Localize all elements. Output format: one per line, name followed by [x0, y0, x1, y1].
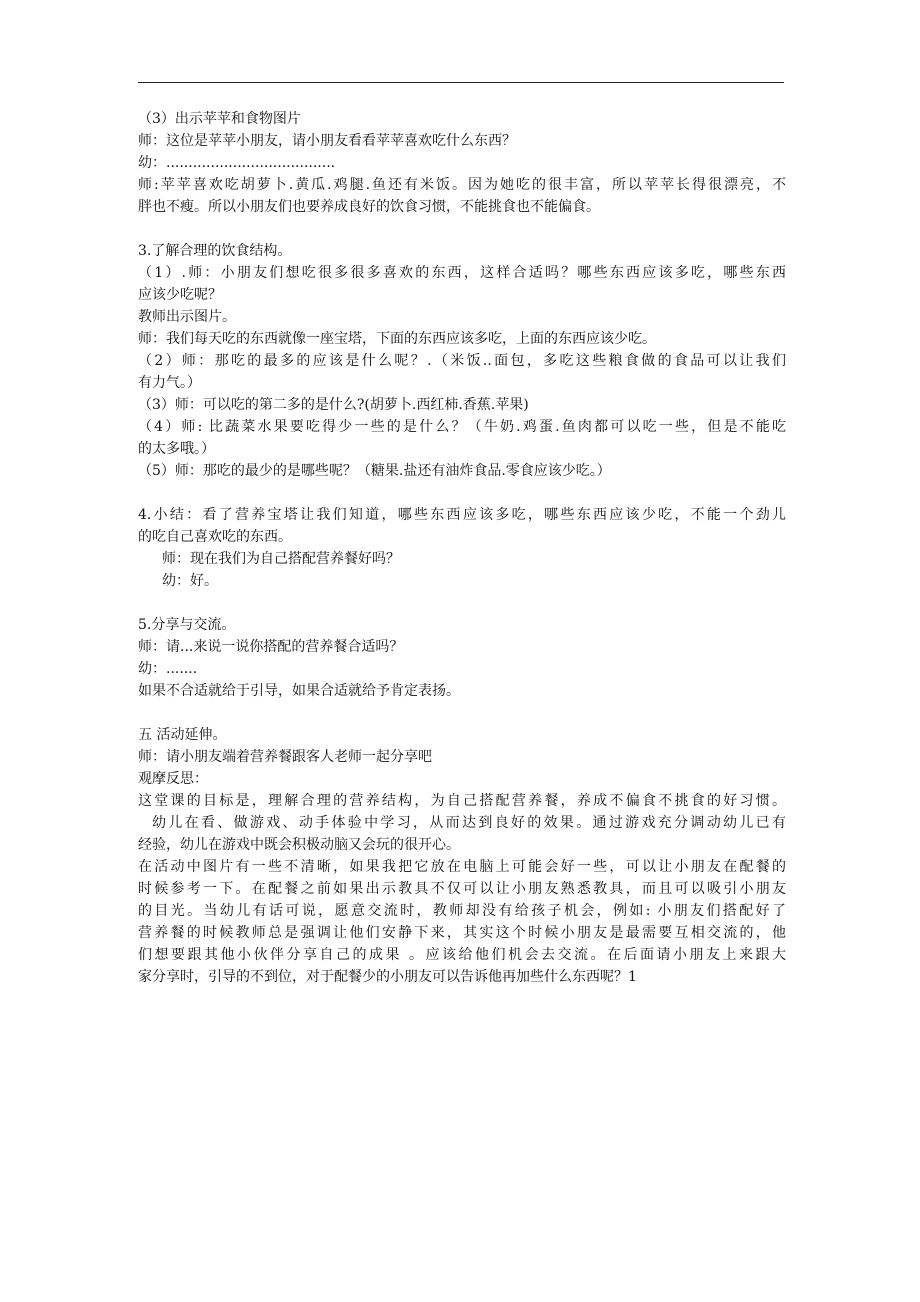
document-body — [138, 108, 786, 988]
text-line: （3）出示苹苹和食物图片 — [138, 111, 301, 127]
text-line: 经验，幼儿在游戏中既会积极动脑又会玩的很开心。 — [138, 837, 460, 853]
text-line: 幼：...................................... — [138, 155, 336, 171]
section-heading: 4.小结：看了营养宝塔让我们知道，哪些东西应该多吃，哪些东西应该少吃，不能一个劲儿 — [138, 507, 786, 523]
section-heading: 5.分享与交流。 — [138, 617, 236, 633]
text-line: 幼儿在看、做游戏、动手体验中学习，从而达到良好的效果。通过游戏充分调动幼儿已有 — [152, 815, 786, 831]
text-line: 应该少吃呢？ — [138, 287, 222, 303]
section-heading: 五 活动延伸。 — [138, 727, 227, 743]
text-line: 们想要跟其他小伙伴分享自己的成果 。应该给他们机会去交流。在后面请小朋友上来跟大 — [138, 947, 786, 963]
text-line: 师：现在我们为自己搭配营养餐好吗？ — [162, 551, 400, 567]
text-line: 如果不合适就给于引导，如果合适就给予肯定表扬。 — [138, 683, 460, 699]
text-line: 这堂课的目标是，理解合理的营养结构，为自己搭配营养餐，养成不偏食不挑食的好习惯。 — [138, 793, 786, 809]
text-line: 师:苹苹喜欢吃胡萝卜.黄瓜.鸡腿.鱼还有米饭。因为她吃的很丰富，所以苹苹长得很漂亮，不 — [138, 177, 786, 193]
text-line: 营养餐的时候教师总是强调让他们安静下来，其实这个时候小朋友是最需要互相交流的，他 — [138, 925, 786, 941]
text-line: 师：我们每天吃的东西就像一座宝塔，下面的东西应该多吃，上面的东西应该少吃。 — [138, 331, 656, 347]
text-line: （4）师: 比蔬菜水果要吃得少一些的是什么？（牛奶.鸡蛋.鱼肉都可以吃一些，但是不能吃 — [138, 419, 786, 435]
text-line: 师：这位是苹苹小朋友，请小朋友看看苹苹喜欢吃什么东西？ — [138, 133, 516, 149]
text-line: 的吃自己喜欢吃的东西。 — [138, 529, 292, 545]
text-line: （1）.师：小朋友们想吃很多很多喜欢的东西，这样合适吗？哪些东西应该多吃，哪些东西 — [138, 265, 786, 281]
section-heading: 3.了解合理的饮食结构。 — [138, 243, 292, 259]
text-line: 师：请...来说一说你搭配的营养餐合适吗？ — [138, 639, 404, 655]
text-line: 时候参考一下。在配餐之前如果出示教具不仅可以让小朋友熟悉教具，而且可以吸引小朋友 — [138, 881, 786, 897]
text-line: 幼：好。 — [162, 573, 218, 589]
text-line: 师：请小朋友端着营养餐跟客人老师一起分享吧 — [138, 749, 432, 765]
text-line: 胖也不瘦。所以小朋友们也要养成良好的饮食习惯，不能挑食也不能偏食。 — [138, 199, 600, 215]
text-line: （2）师：那吃的最多的应该是什么呢？.（米饭..面包，多吃这些粮食做的食品可以让我们 — [138, 353, 786, 369]
text-line: 观摩反思： — [138, 771, 208, 787]
text-line: 的太多哦。） — [138, 441, 215, 457]
text-line: （3）师：可以吃的第二多的是什么?(胡萝卜.西红柿.香蕉.苹果) — [138, 397, 529, 413]
text-line: 有力气。） — [138, 375, 201, 391]
text-line: 在活动中图片有一些不清晰，如果我把它放在电脑上可能会好一些，可以让小朋友在配餐的 — [138, 859, 786, 875]
text-line: 家分享时，引导的不到位，对于配餐少的小朋友可以告诉他再加些什么东西呢？1 — [138, 969, 637, 985]
text-line: 幼：....... — [138, 661, 198, 677]
text-line: （5）师：那吃的最少的是哪些呢？（糖果.盐还有油炸食品.零食应该少吃。） — [138, 463, 611, 479]
text-line: 的目光。当幼儿有话可说，愿意交流时，教师却没有给孩子机会，例如: 小朋友们搭配好了 — [138, 903, 786, 919]
text-line: 教师出示图片。 — [138, 309, 236, 325]
header-rule — [138, 82, 784, 83]
